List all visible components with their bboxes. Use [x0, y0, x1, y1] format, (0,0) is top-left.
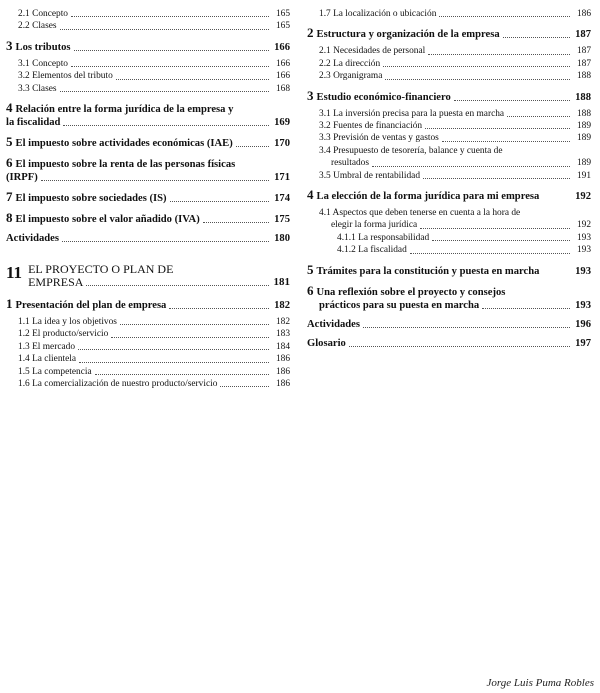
- toc-heading: 1 Presentación del plan de empresa 182: [6, 296, 290, 312]
- toc-group-4: [307, 207, 591, 257]
- toc-group-2: [6, 8, 290, 33]
- toc-entry: 1.4 La clientela 186: [18, 354, 290, 365]
- toc-entry: 3.1 Concepto 166: [18, 58, 290, 69]
- toc-entry: 2.3 Organigrama 188: [319, 71, 591, 82]
- toc-entry: 2.2 Clases 165: [18, 21, 290, 32]
- toc-heading: 3 Estudio económico-financiero 188: [307, 87, 591, 103]
- toc-heading: 8 El impuesto sobre el valor añadido (IVA) 175: [6, 210, 290, 226]
- toc-entry: 3.2 Elementos del tributo 166: [18, 71, 290, 82]
- toc-entry: 4.1.1 La responsabilidad 193: [337, 232, 591, 243]
- toc-entry: 1.1 La idea y los objetivos 182: [18, 317, 290, 328]
- toc-entry: 2.1 Necesidades de personal 187: [319, 46, 591, 57]
- toc-heading-multiline: 4 Relación entre la forma jurídica de la empresa y la fiscalidad 169: [6, 100, 290, 129]
- toc-entry-multiline: 4.1 Aspectos que deben tenerse en cuenta a la hora de elegir la forma jurídica 192: [319, 208, 591, 231]
- toc-group-2: [307, 45, 591, 82]
- toc-entry: 1.3 El mercado 184: [18, 341, 290, 352]
- toc-entry: 3.2 Fuentes de financiación 189: [319, 121, 591, 132]
- toc-group-1: [6, 316, 290, 390]
- toc-heading: Glosario 197: [307, 337, 591, 349]
- toc-group-3: [6, 58, 290, 95]
- toc-entry: 3.3 Clases 168: [18, 83, 290, 94]
- toc-heading: 2 Estructura y organización de la empresa 187: [307, 25, 591, 41]
- toc-entry: 1.2 El producto/servicio 183: [18, 329, 290, 340]
- toc-heading: 5 Trámites para la constitución y puesta en marcha 193: [307, 261, 591, 277]
- toc-heading: 5 El impuesto sobre actividades económicas (IAE) 170: [6, 134, 290, 150]
- toc-heading: 3 Los tributos 166: [6, 37, 290, 53]
- toc-entry: 1.5 La competencia 186: [18, 366, 290, 377]
- toc-entry: 3.1 La inversión precisa para la puesta en marcha 188: [319, 108, 591, 119]
- toc-entry-multiline: 3.4 Presupuesto de tesorería, balance y cuenta de resultados 189: [319, 145, 591, 169]
- toc-heading: 4 La elección de la forma jurídica para mi empresa 192: [307, 187, 591, 203]
- toc-left-column: [6, 8, 290, 392]
- toc-heading: Actividades 196: [307, 318, 591, 330]
- toc-entry: 3.3 Previsión de ventas y gastos 189: [319, 133, 591, 144]
- toc-right-column: [307, 8, 591, 350]
- chapter-title-line2: EMPRESA: [28, 275, 84, 290]
- toc-entry: 1.6 La comercialización de nuestro producto/servicio 186: [18, 379, 290, 390]
- chapter-title-line1: EL PROYECTO O PLAN DE: [28, 262, 174, 277]
- toc-entry: 1.7 La localización o ubicación 186: [319, 9, 591, 19]
- toc-group-3: [307, 108, 591, 182]
- toc-heading-multiline: 6 El impuesto sobre la renta de las personas físicas (IRPF) 171: [6, 155, 290, 184]
- toc-heading-multiline: 6 Una reflexión sobre el proyecto y consejos prácticos para su puesta en marcha 193: [307, 282, 591, 311]
- signature: Jorge Luis Puma Robles: [486, 677, 594, 689]
- toc-entry: 3.5 Umbral de rentabilidad 191: [319, 170, 591, 181]
- toc-heading: 7 El impuesto sobre sociedades (IS) 174: [6, 189, 290, 205]
- toc-entry: 4.1.2 La fiscalidad 193: [337, 245, 591, 256]
- chapter-number: 11: [6, 263, 23, 283]
- toc-entry: 2.1 Concepto 165: [18, 9, 290, 19]
- chapter-heading: 11 EL PROYECTO O PLAN DE EMPRESA 181: [6, 262, 290, 290]
- toc-heading: Actividades 180: [6, 233, 290, 245]
- toc-entry: 2.2 La dirección 187: [319, 58, 591, 69]
